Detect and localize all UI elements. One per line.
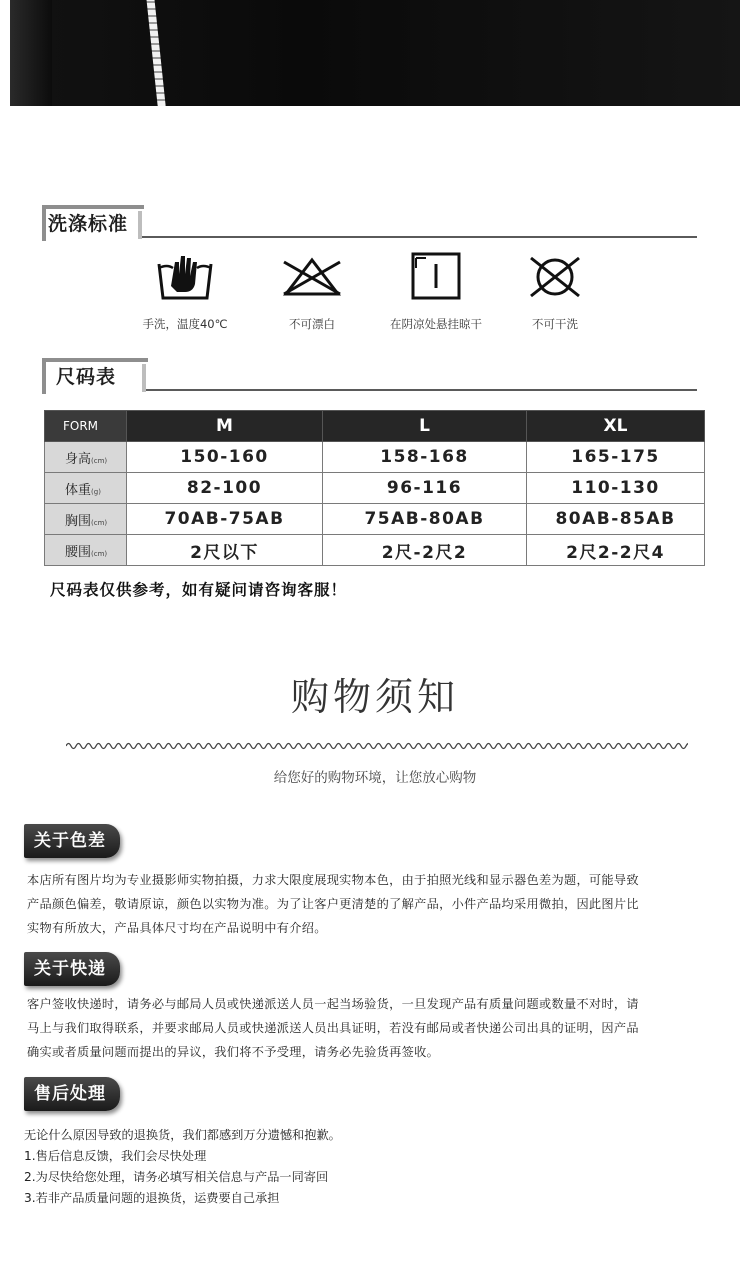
- photo-shadow-edge: [10, 0, 52, 106]
- paragraph-line: 马上与我们取得联系，并要求邮局人员或快递派送人员出具证明，若没有邮局或者快递公司出具的证明，因产品: [27, 1021, 639, 1035]
- care-section-title: 洗涤标准: [48, 213, 129, 235]
- list-item: 2.为尽快给您处理，请务必填写相关信息与产品一同寄回: [24, 1170, 329, 1184]
- care-caption: 不可干洗: [532, 317, 578, 331]
- size-header-l: L: [323, 411, 527, 442]
- row-label-text: 身高: [65, 451, 92, 467]
- paragraph-line: 确实或者质量问题而提出的异议，我们将不予受理，请务必先验货再签收。: [27, 1045, 440, 1059]
- table-cell: 82-100: [127, 473, 323, 504]
- size-table-note: 尺码表仅供参考，如有疑问请咨询客服！: [50, 581, 348, 599]
- size-section-title: 尺码表: [56, 366, 117, 388]
- product-photo: [10, 0, 740, 106]
- line-dry-shade-icon: [404, 252, 468, 302]
- no-dry-clean-icon: [523, 252, 587, 302]
- table-cell: 165-175: [527, 442, 705, 473]
- care-item-no-dry-clean: [500, 252, 610, 332]
- header-bracket-shade: [138, 211, 142, 239]
- after-sales-section-title: 售后处理: [24, 1077, 120, 1111]
- row-label-unit: (g): [91, 487, 101, 496]
- size-table-header-row: [45, 411, 705, 442]
- header-rule: [146, 389, 697, 391]
- table-row: [45, 535, 705, 566]
- row-label-bust: [45, 504, 127, 535]
- shopping-notes-subtitle: 给您好的购物环境，让您放心购物: [273, 770, 477, 786]
- after-sales-intro: 无论什么原因导致的退换货，我们都感到万分遗憾和抱歉。: [24, 1128, 341, 1142]
- table-row: [45, 504, 705, 535]
- table-cell: 75AB-80AB: [323, 504, 527, 535]
- list-item: 3.若非产品质量问题的退换货，运费要自己承担: [24, 1191, 280, 1205]
- zipper-detail: [146, 0, 166, 106]
- shipping-paragraph: [27, 992, 729, 1064]
- table-cell: 2尺以下: [127, 535, 323, 566]
- table-row: [45, 442, 705, 473]
- care-caption: 手洗，温度40℃: [142, 317, 228, 331]
- row-label-height: [45, 442, 127, 473]
- row-label-unit: (cm): [91, 549, 108, 558]
- wave-divider: [66, 740, 688, 752]
- list-item: 1.售后信息反馈，我们会尽快处理: [24, 1149, 207, 1163]
- care-caption: 在阴凉处悬挂晾干: [390, 317, 482, 331]
- paragraph-line: 客户签收快递时，请务必与邮局人员或快递派送人员一起当场验货，一旦发现产品有质量问题或数量不对时，请: [27, 997, 639, 1011]
- table-cell: 2尺2-2尺4: [527, 535, 705, 566]
- table-cell: 70AB-75AB: [127, 504, 323, 535]
- table-cell: 150-160: [127, 442, 323, 473]
- size-header-form: FORM: [45, 411, 127, 442]
- care-caption: 不可漂白: [289, 317, 335, 331]
- row-label-text: 腰围: [65, 544, 92, 560]
- color-diff-section-title: 关于色差: [24, 824, 120, 858]
- no-bleach-icon: [280, 252, 344, 302]
- size-header-xl: XL: [527, 411, 705, 442]
- color-diff-paragraph: [27, 868, 729, 940]
- row-label-text: 胸围: [65, 513, 92, 529]
- size-header-m: M: [127, 411, 323, 442]
- size-section-header: [42, 358, 697, 392]
- shipping-section-title: 关于快递: [24, 952, 120, 986]
- table-cell: 80AB-85AB: [527, 504, 705, 535]
- paragraph-line: 实物有所放大，产品具体尺寸均在产品说明中有介绍。: [27, 921, 327, 935]
- size-table: [44, 410, 705, 566]
- care-section-header: [42, 205, 697, 239]
- table-row: [45, 473, 705, 504]
- care-item-no-bleach: [257, 252, 367, 332]
- hand-wash-icon: [153, 252, 217, 302]
- table-cell: 96-116: [323, 473, 527, 504]
- row-label-weight: [45, 473, 127, 504]
- table-cell: 110-130: [527, 473, 705, 504]
- header-rule: [142, 236, 697, 238]
- care-item-line-dry-shade: [381, 252, 491, 332]
- table-cell: 158-168: [323, 442, 527, 473]
- header-bracket-shade: [142, 364, 146, 392]
- row-label-unit: (cm): [91, 456, 108, 465]
- care-item-hand-wash: [130, 252, 240, 332]
- paragraph-line: 产品颜色偏差，敬请原谅，颜色以实物为准。为了让客户更清楚的了解产品，小件产品均采用微拍，因此图片比: [27, 897, 639, 911]
- row-label-unit: (cm): [91, 518, 108, 527]
- row-label-text: 体重: [65, 482, 92, 498]
- row-label-waist: [45, 535, 127, 566]
- table-cell: 2尺-2尺2: [323, 535, 527, 566]
- paragraph-line: 本店所有图片均为专业摄影师实物拍摄，力求大限度展现实物本色，由于拍照光线和显示器色差为题，可能导致: [27, 873, 639, 887]
- shopping-notes-title: 购物须知: [290, 675, 459, 719]
